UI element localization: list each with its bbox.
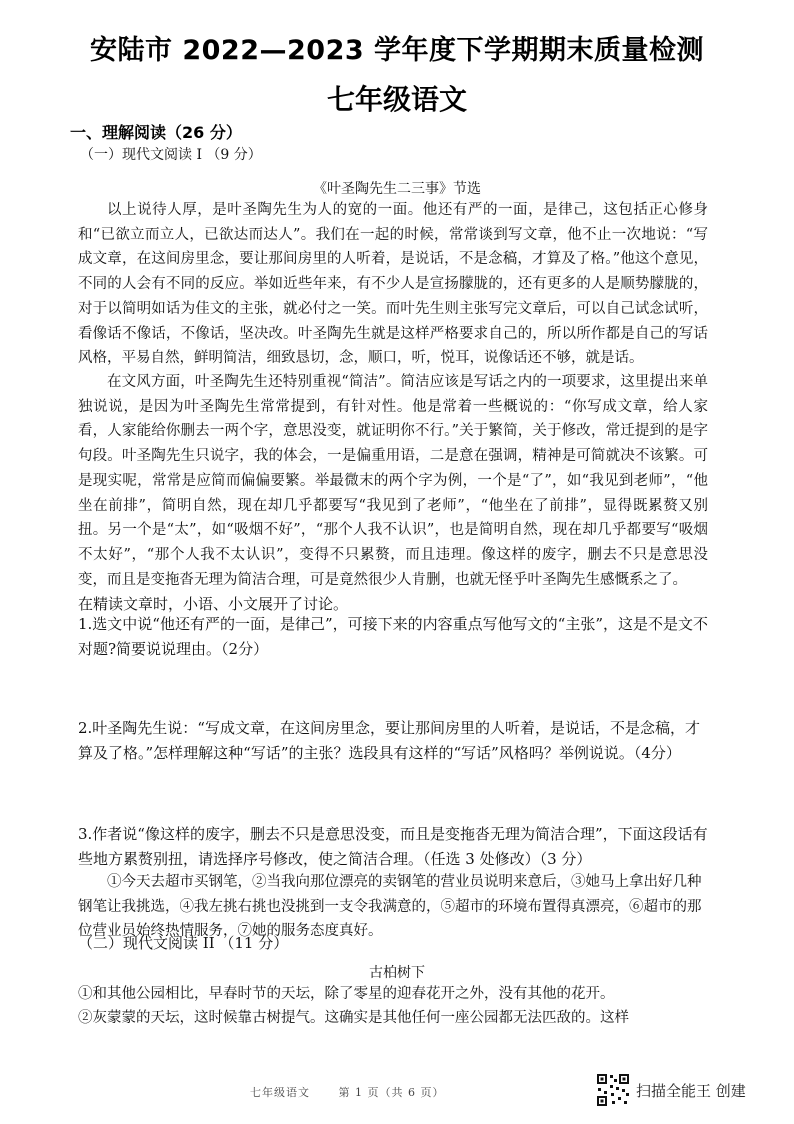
footer-page-number: 第 1 页（共 6 页） bbox=[338, 1086, 445, 1099]
question-3-sentences: ①今天去超市买钢笔，②当我向那位漂亮的卖钢笔的营业员说明来意后，③她马上拿出好几种钢笔让我挑选，④我左挑右挑也没挑到一支令我满意的，⑤超市的环境布置得真漂亮，⑥超市的那位营业员始终热情服务，⑦她的服务态度真好。 bbox=[78, 874, 702, 939]
passage1-paragraph-1: 以上说待人厚，是叶圣陶先生为人的宽的一面。他还有严的一面，是律己，这包括正心修身和“已欲立而立人，已欲达而达人”。我们在一起的时候，常常谈到写文章，他不止一次地说：“写成文章，在这间房里念，要让那间房里的人听着，是说话，不是念稿，才算及了格。”他这个意见，不同的人会有不同的反应。举如近些年来，有不少人是宣扬朦胧的，还有更多的人是顺势朦胧的，对于以简明如话为佳文的主张，就必付之一笑。而叶先生则主张写完文章后，可以自己试念试听，看像话不像话，不像话，坚决改。叶圣陶先生就是这样严格要求自己的，所以所作都是自己的写话风格，平易自然，鲜明简洁，细致恳切，念，顺口，听，悦耳，说像话还不够，就是话。 bbox=[78, 202, 708, 367]
question-1: 1.选文中说“他还有严的一面，是律己”，可接下来的内容重点写他写文的“主张”，这是不是文不对题?简要说说理由。（2分） bbox=[78, 615, 708, 658]
question-3: 3.作者说“像这样的废字，删去不只是意思没变，而且是变拖沓无理为简洁合理”，下面这段话有些地方累赘别扭，请选择序号修改，使之简洁合理。（任选 3 处修改）（3 分） bbox=[78, 825, 708, 868]
qr-code-icon bbox=[596, 1073, 630, 1107]
footer-subject: 七年级语文 bbox=[250, 1086, 310, 1099]
passage1-paragraph-2: 在文风方面，叶圣陶先生还特别重视“简洁”。简洁应该是写话之内的一项要求，这里提出来单独说说，是因为叶圣陶先生常常提到，有针对性。他是常着一些概说的：“你写成文章，给人家看，人家能给你删去一两个字，意思没变，就证明你不行。”关于繁简，关于修改，常迁提到的是字句段。叶圣陶先生只说字，我的体会，一是偏重用语，二是意在强调，精神是可简就决不该繁。可是现实呢，常常是应简而偏偏要繁。举最微末的两个字为例，一个是“了”，如“我见到老师”，“他坐在前排”，简明自然，现在却几乎都要写“我见到了老师”，“他坐在了前排”，显得既累赘又别扭。另一个是“太”，如“吸烟不好”，“那个人我不认识”，也是简明自然，现在却几乎都要写“吸烟不太好”，“那个人我不太认识”，变得不只累赘，而且违理。像这样的废字，删去不只是意思没变，而且是变拖沓无理为简洁合理，可是竟然很少人肯删，也就无怪乎叶圣陶先生感慨系之了。 bbox=[78, 374, 708, 588]
passage2-title: 古柏树下 bbox=[369, 965, 425, 981]
discussion-intro: 在精读文章时，小语、小文展开了讨论。 bbox=[78, 595, 349, 613]
passage2-line-1: ①和其他公园相比，早春时节的天坛，除了零星的迎春花开之外，没有其他的花开。 bbox=[78, 986, 615, 1002]
section-heading: 一、理解阅读（26 分） bbox=[70, 123, 242, 142]
passage1-title: 《叶圣陶先生二三事》节选 bbox=[313, 181, 481, 197]
page-footer bbox=[250, 1084, 468, 1100]
exam-title: 安陆市 2022—2023 学年度下学期期末质量检测 bbox=[89, 35, 705, 66]
watermark-text: 扫描全能王 创建 bbox=[636, 1081, 746, 1100]
question-2: 2.叶圣陶先生说：“写成文章，在这间房里念，要让那间房里的人听着，是说话，不是念稿，才算及了格。”怎样理解这种“写话”的主张？选段具有这样的“写话”风格吗？举例说说。（4分） bbox=[78, 719, 700, 762]
scanner-watermark bbox=[596, 1073, 746, 1107]
part1-heading: （一）现代文阅读 I （9 分） bbox=[80, 147, 262, 163]
exam-subtitle: 七年级语文 bbox=[326, 83, 467, 116]
part2-heading: （二）现代文阅读 II （11 分） bbox=[78, 934, 289, 952]
passage2-line-2: ②灰蒙蒙的天坛，这时候靠古树提气。这确实是其他任何一座公园都无法匹敌的。这样 bbox=[78, 1010, 629, 1026]
